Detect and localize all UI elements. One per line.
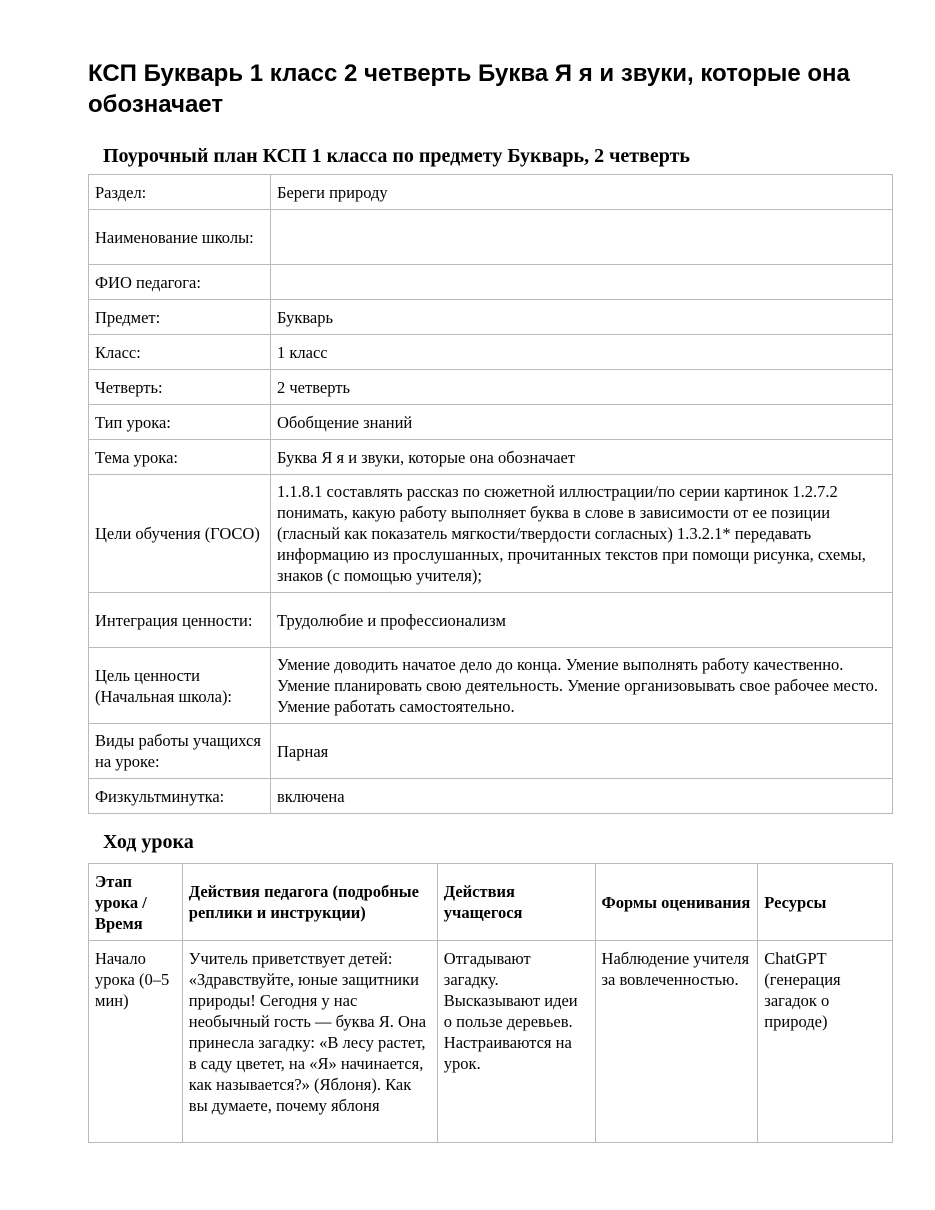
- info-row-value-integration: [89, 593, 893, 648]
- info-label: Раздел:: [89, 175, 271, 210]
- assessment-cell: Наблюдение учителя за вовлеченностью.: [595, 941, 758, 1143]
- resources-cell: ChatGPT (генерация загадок о природе): [758, 941, 893, 1143]
- column-header-stage: Этап урока / Время: [89, 864, 183, 941]
- column-header-teacher-actions: Действия педагога (подробные реплики и инструкции): [182, 864, 437, 941]
- info-label: Цель ценности (Начальная школа):: [89, 648, 271, 724]
- info-label: Интеграция ценности:: [89, 593, 271, 648]
- info-label: Тип урока:: [89, 405, 271, 440]
- info-label: Наименование школы:: [89, 210, 271, 265]
- info-row-quarter: [89, 370, 893, 405]
- info-row-school: [89, 210, 893, 265]
- lesson-info-table: [88, 174, 893, 814]
- info-label: Физкультминутка:: [89, 779, 271, 814]
- info-value: Береги природу: [271, 175, 893, 210]
- lesson-heading: Ход урока: [103, 831, 194, 853]
- info-row-section: [89, 175, 893, 210]
- document-title: КСП Букварь 1 класс 2 четверть Буква Я я и звуки, которые она обозначает: [88, 60, 850, 118]
- column-header-student-actions: Действия учащегося: [437, 864, 595, 941]
- info-label: Класс:: [89, 335, 271, 370]
- info-row-class: [89, 335, 893, 370]
- info-row-subject: [89, 300, 893, 335]
- info-row-work-types: [89, 724, 893, 779]
- info-value: Обобщение знаний: [271, 405, 893, 440]
- info-label: Виды работы учащихся на уроке:: [89, 724, 271, 779]
- info-label: Четверть:: [89, 370, 271, 405]
- info-value: [271, 265, 893, 300]
- info-value: 1 класс: [271, 335, 893, 370]
- info-label: ФИО педагога:: [89, 265, 271, 300]
- info-value: [271, 210, 893, 265]
- info-row-value-goal: [89, 648, 893, 724]
- student-actions-cell: Отгадывают загадку. Высказывают идеи о пользе деревьев. Настраиваются на урок.: [437, 941, 595, 1143]
- column-header-resources: Ресурсы: [758, 864, 893, 941]
- info-value: Парная: [271, 724, 893, 779]
- info-value: 1.1.8.1 составлять рассказ по сюжетной иллюстрации/по серии картинок 1.2.7.2 понимать, какую работу выполняет буква в слове в зависимости от ее позиции (гласный как показатель мягкости/твердости согласных) 1.3.2.1* передавать информацию из прослушанных, прочитанных текстов при помощи рисунка, схемы, знаков (с помощью учителя);: [271, 475, 893, 593]
- info-row-teacher: [89, 265, 893, 300]
- info-label: Предмет:: [89, 300, 271, 335]
- info-label: Тема урока:: [89, 440, 271, 475]
- lesson-process-table: [88, 863, 893, 1143]
- info-value: Трудолюбие и профессионализм: [271, 593, 893, 648]
- info-value: Умение доводить начатое дело до конца. Умение выполнять работу качественно. Умение планировать свою деятельность. Умение организовывать свое рабочее место. Умение работать самостоятельно.: [271, 648, 893, 724]
- stage-cell: Начало урока (0–5 мин): [89, 941, 183, 1143]
- column-header-assessment: Формы оценивания: [595, 864, 758, 941]
- info-row-topic: [89, 440, 893, 475]
- info-row-lesson-type: [89, 405, 893, 440]
- info-label: Цели обучения (ГОСО): [89, 475, 271, 593]
- info-row-learning-goals: [89, 475, 893, 593]
- table-header-row: [89, 864, 893, 941]
- info-value: Букварь: [271, 300, 893, 335]
- info-value: Буква Я я и звуки, которые она обозначает: [271, 440, 893, 475]
- plan-heading: Поурочный план КСП 1 класса по предмету Букварь, 2 четверть: [103, 145, 690, 167]
- info-value: включена: [271, 779, 893, 814]
- document-page: [88, 58, 893, 1143]
- teacher-actions-cell: Учитель приветствует детей: «Здравствуйте, юные защитники природы! Сегодня у нас необычный гость — буква Я. Она принесла загадку: «В лесу растет, в саду цветет, на «Я» начинается, как называется?» (Яблоня). Как вы думаете, почему яблоня: [182, 941, 437, 1143]
- info-row-exercise-break: [89, 779, 893, 814]
- info-value: 2 четверть: [271, 370, 893, 405]
- table-row: [89, 941, 893, 1143]
